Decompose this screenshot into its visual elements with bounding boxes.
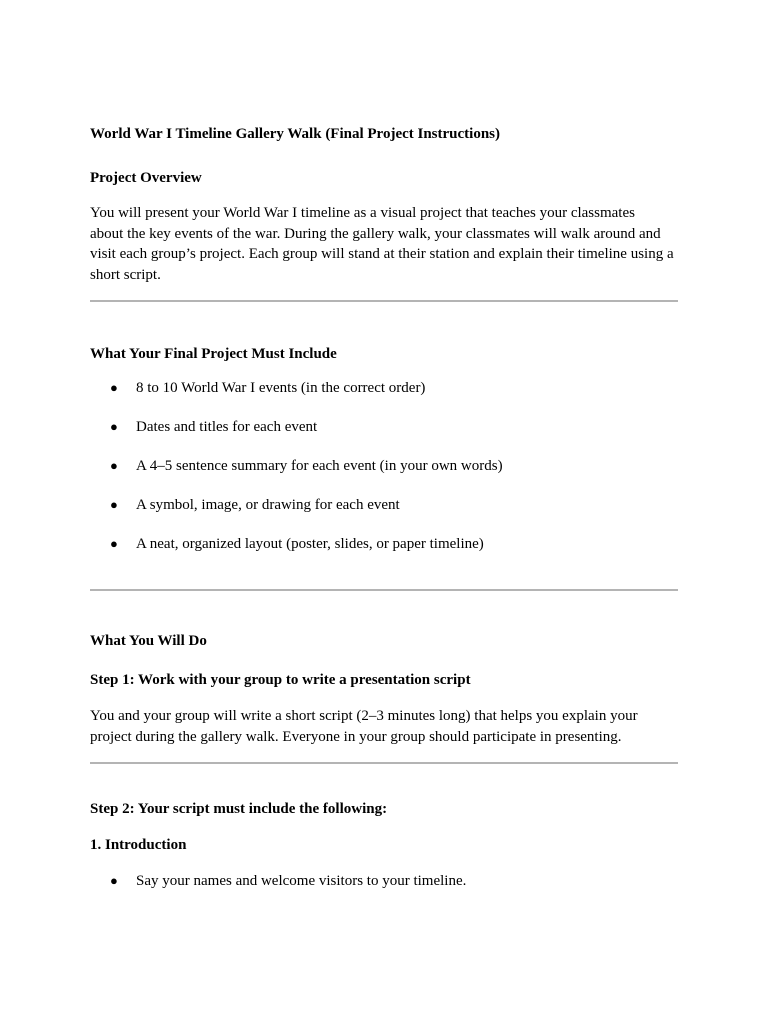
paragraph-line: project during the gallery walk. Everyone in your group should participate in presenting. (90, 728, 622, 745)
list-item-text: A symbol, image, or drawing for each event (136, 497, 400, 513)
paragraph-line: short script. (90, 266, 161, 283)
paragraph-line: about the key events of the war. During the gallery walk, your classmates will walk around and (90, 225, 661, 242)
section-divider (90, 589, 678, 591)
list-item-text: A 4–5 sentence summary for each event (in your own words) (136, 458, 503, 474)
what-you-will-do-heading: What You Will Do (90, 633, 207, 649)
list-item-text: Dates and titles for each event (136, 419, 318, 435)
bullet-icon: ● (110, 458, 118, 473)
list-item (110, 495, 400, 515)
list-item (110, 534, 484, 554)
paragraph-line: You and your group will write a short script (2–3 minutes long) that helps you explain your (90, 708, 638, 724)
step-1-heading: Step 1: Work with your group to write a presentation script (90, 672, 471, 688)
section-divider (90, 762, 678, 764)
step-2-heading: Step 2: Your script must include the following: (90, 801, 388, 817)
list-item (110, 456, 503, 476)
bullet-icon: ● (110, 380, 118, 395)
list-item (110, 871, 466, 891)
list-item (110, 417, 317, 437)
project-overview-heading: Project Overview (90, 170, 202, 186)
list-item-text: 8 to 10 World War I events (in the correct order) (136, 380, 426, 396)
bullet-icon: ● (110, 873, 118, 888)
bullet-icon: ● (110, 497, 118, 512)
list-item-text: Say your names and welcome visitors to your timeline. (136, 873, 467, 889)
paragraph-line: You will present your World War I timeline as a visual project that teaches your classmates (90, 205, 635, 221)
list-item (110, 378, 425, 398)
paragraph-line: visit each group’s project. Each group will stand at their station and explain their timeline using a (90, 246, 674, 262)
introduction-heading: 1. Introduction (90, 837, 187, 853)
section-divider (90, 300, 678, 302)
bullet-icon: ● (110, 419, 118, 434)
step-1-paragraph (90, 706, 680, 747)
must-include-heading: What Your Final Project Must Include (90, 346, 337, 362)
list-item-text: A neat, organized layout (poster, slides, or paper timeline) (136, 536, 484, 552)
project-overview-paragraph (90, 203, 680, 285)
bullet-icon: ● (110, 536, 118, 551)
document-title: World War I Timeline Gallery Walk (Final Project Instructions) (90, 126, 501, 142)
